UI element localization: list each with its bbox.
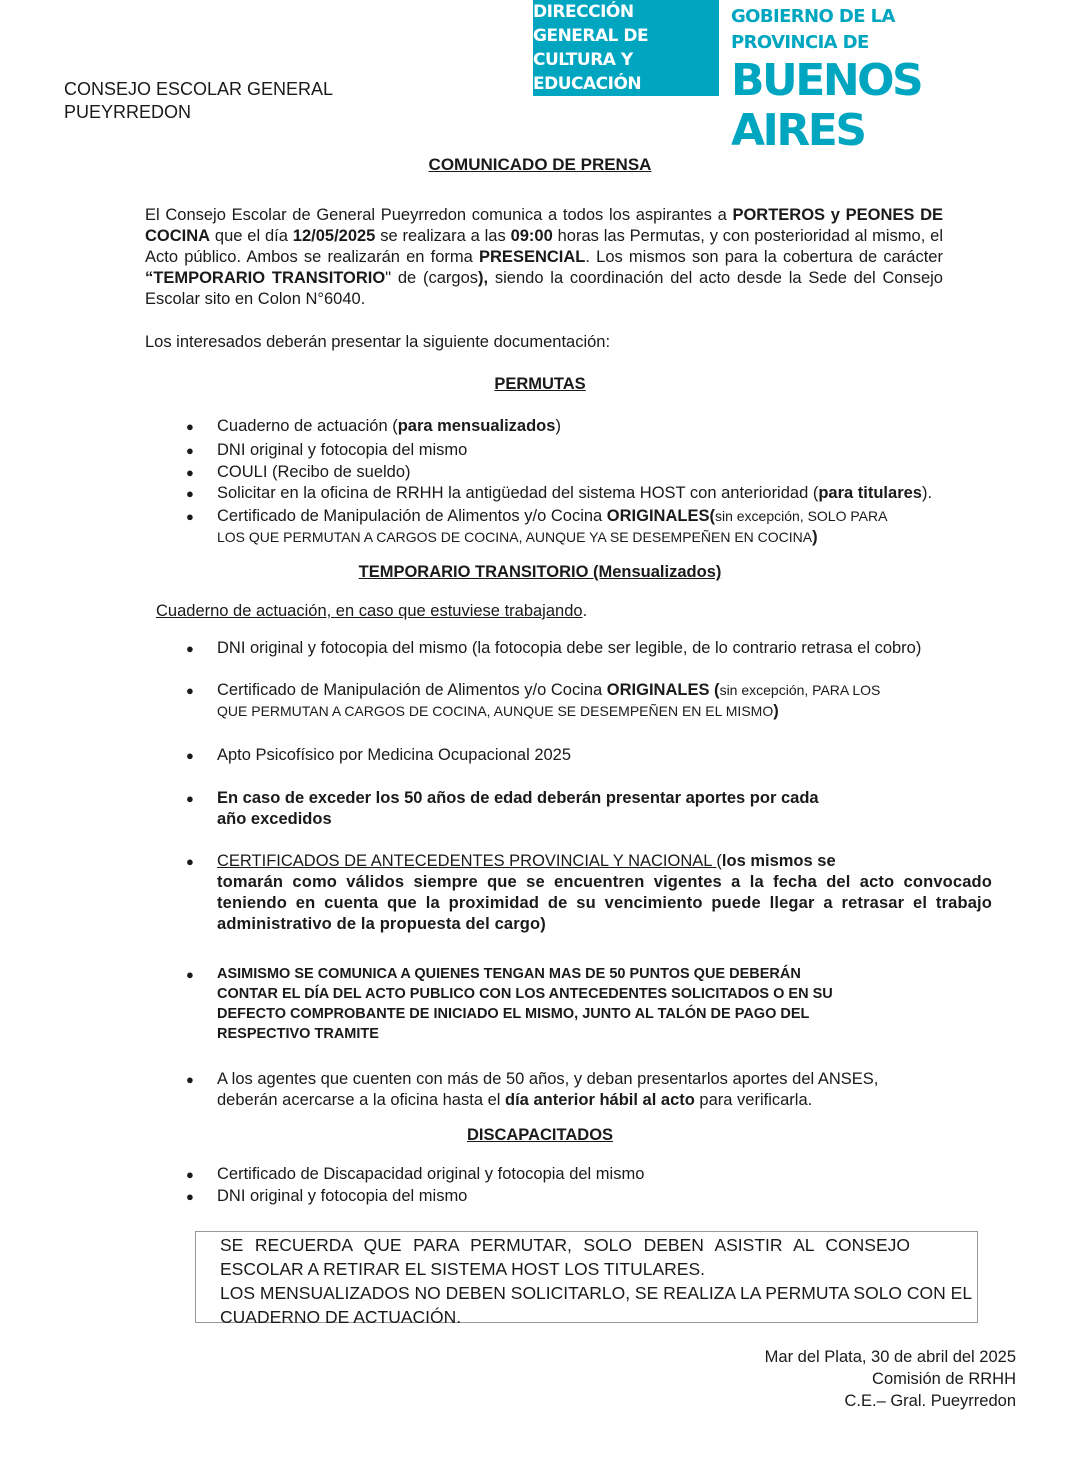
- item-text: DNI original y fotocopia del mismo (la fotocopia debe ser legible, de lo contrario retrasa el cobro): [217, 639, 922, 657]
- issuing-organization: [64, 78, 333, 124]
- item-text: DNI original y fotocopia del mismo: [217, 441, 468, 459]
- bullet-icon: ●: [186, 1167, 194, 1182]
- notice-line-1: SE RECUERDA QUE PARA PERMUTAR, SOLO DEBEN ASISTIR AL CONSEJO: [220, 1235, 910, 1255]
- gov-line-1: GOBIERNO DE LA PROVINCIA DE: [731, 6, 895, 53]
- bullet-icon: ●: [186, 641, 194, 656]
- bullet-icon: ●: [186, 854, 194, 869]
- org-line-1: CONSEJO ESCOLAR GENERAL: [64, 79, 334, 99]
- item-text: ): [555, 417, 561, 435]
- item-bold: tomarán como válidos siempre que se encuentren vigentes a la fecha del acto convocado teniendo en cuenta que la proximidad de su vencimiento puede llegar a retrasar el trabajo administrativo de la propuesta del cargo): [217, 873, 992, 933]
- bullet-icon: ●: [186, 683, 194, 698]
- item-text: sin excepción,: [719, 682, 813, 698]
- temporario-intro: [156, 601, 954, 622]
- section-heading-temporario: TEMPORARIO TRANSITORIO (Mensualizados): [358, 563, 722, 581]
- intro-bold: ),: [478, 269, 489, 287]
- bullet-icon: ●: [186, 465, 194, 480]
- notice-line-3: [220, 1281, 977, 1305]
- notice-text: NO DEBEN SOLICITARLO, SE REALIZA LA PERMUTA SOLO CON EL: [414, 1283, 973, 1303]
- item-bold: ORIGINALES (: [606, 681, 720, 699]
- section-heading-permutas: PERMUTAS: [494, 375, 586, 393]
- document-title: COMUNICADO DE PRENSA: [428, 155, 652, 174]
- intro-text: que el día: [210, 227, 293, 245]
- notice-line-2: [220, 1257, 977, 1281]
- item-text: SOLO PARA: [807, 508, 888, 524]
- item-text: del mismo: [387, 1187, 468, 1205]
- item-text: LOS QUE PERMUTAN A CARGOS DE COCINA, AUNQUE YA SE DESEMPEÑEN EN COCINA: [217, 529, 813, 545]
- bullet-icon: ●: [186, 748, 194, 763]
- item-bold: los mismos se: [721, 852, 836, 870]
- intro-text: siendo la coordinación del acto desde la Sede del Consejo Escolar sito en Colon N°6040.: [145, 269, 943, 308]
- bullet-icon: ●: [186, 509, 194, 524]
- intro-text: horas las Permutas, y con posterioridad al mismo, el Acto público. Ambos se realizarán en forma: [145, 227, 943, 266]
- signature-dept: Comisión de RRHH: [872, 1370, 1016, 1388]
- item-bold: RESPECTIVO TRAMITE: [217, 1026, 379, 1042]
- item-bold: ASIMISMO SE COMUNICA A QUIENES TENGAN MAS DE 50 PUNTOS QUE DEBERÁN: [217, 966, 801, 982]
- item-text: para verificarla.: [694, 1091, 813, 1109]
- item-text: Cuaderno de actuación, en caso que estuviese trabajando: [156, 602, 583, 620]
- item-text: ).: [921, 484, 933, 502]
- dgce-logo: [533, 0, 719, 96]
- item-text: CERTIFICADOS DE ANTECEDENTES PROVINCIAL Y NACIONAL: [217, 852, 717, 870]
- bullet-icon: ●: [186, 967, 194, 982]
- item-bold: año excedidos: [217, 810, 332, 828]
- item-text: Cuaderno de actuación (: [217, 417, 398, 435]
- intro-text: se realizara a las: [375, 227, 511, 245]
- notice-text: TITULARES.: [603, 1259, 705, 1279]
- intro-text: El Consejo Escolar de General Pueyrredon comunica a todos los aspirantes a: [145, 206, 733, 224]
- item-text: PARA LOS: [812, 682, 881, 698]
- item-text: Certificado de Discapacidad original y fotocopia del mismo: [217, 1165, 645, 1183]
- section-heading-discapacitados: DISCAPACITADOS: [466, 1126, 614, 1144]
- logo-line-1: DIRECCIÓN GENERAL DE: [533, 2, 649, 46]
- signature-org: C.E.– Gral. Pueyrredon: [844, 1392, 1016, 1410]
- logo-line-2: CULTURA Y EDUCACIÓN: [533, 50, 642, 94]
- item-text: COULI (Recibo de sueldo): [217, 463, 411, 481]
- government-logo: [731, 4, 951, 156]
- bullet-icon: ●: [186, 419, 194, 434]
- intro-text: . Los mismos son para la cobertura de carácter: [585, 248, 943, 266]
- reminder-notice-box: [195, 1231, 978, 1327]
- bullet-icon: ●: [186, 486, 194, 501]
- item-text: DNI original y: [217, 1187, 321, 1205]
- bullet-icon: ●: [186, 791, 194, 806]
- intro-text: " de (cargos: [385, 269, 479, 287]
- item-bold: ORIGINALES(: [606, 507, 715, 525]
- item-bold: para titulares: [818, 484, 922, 502]
- intro-date: 12/05/2025: [292, 227, 376, 245]
- notice-text: ESCOLAR A RETIRAR EL SISTEMA HOST LOS: [220, 1259, 604, 1279]
- item-bold: ): [773, 702, 779, 720]
- intro-bold: PRESENCIAL: [479, 248, 586, 266]
- intro-time: 09:00: [510, 227, 553, 245]
- item-text: QUE PERMUTAN A CARGOS DE COCINA, AUNQUE SE DESEMPEÑEN EN EL MISMO: [217, 703, 774, 719]
- docs-intro: Los interesados deberán presentar la siguiente documentación:: [145, 333, 611, 351]
- item-text: deberán acercarse a la oficina hasta el: [217, 1091, 506, 1109]
- signature-date: Mar del Plata, 30 de abril del 2025: [764, 1348, 1016, 1366]
- item-bold: En caso de exceder los 50 años de edad deberán presentar aportes por cada: [217, 789, 819, 807]
- notice-line-4: CUADERNO DE ACTUACIÓN.: [220, 1307, 462, 1327]
- bullet-icon: ●: [186, 443, 194, 458]
- signature-block: [765, 1346, 1016, 1412]
- item-bold: día anterior hábil al acto: [505, 1091, 695, 1109]
- item-text: Apto Psicofísico por Medicina Ocupacional 2025: [217, 746, 572, 764]
- item-bold: CONTAR EL DÍA DEL ACTO PUBLICO CON LOS ANTECEDENTES SOLICITADOS O EN SU: [217, 986, 833, 1002]
- item-text: A los agentes que cuenten con más de 50 años, y deban presentarlos aportes del ANSES,: [217, 1070, 879, 1088]
- item-bold: ): [812, 528, 818, 546]
- org-line-2: PUEYRREDON: [64, 102, 192, 122]
- intro-bold: PORTEROS y PEONES DE COCINA: [145, 206, 943, 245]
- item-text: fotocopia: [320, 1187, 388, 1205]
- item-text: Certificado de Manipulación de Alimentos y/o Cocina: [217, 681, 607, 699]
- item-bold: DEFECTO COMPROBANTE DE INICIADO EL MISMO, JUNTO AL TALÓN DE PAGO DEL: [217, 1006, 810, 1022]
- item-bold: para mensualizados: [397, 417, 556, 435]
- bullet-icon: ●: [186, 1072, 194, 1087]
- item-text: .: [582, 602, 588, 620]
- gov-line-2: BUENOS AIRES: [731, 55, 922, 156]
- notice-text: LOS MENSUALIZADOS: [220, 1283, 415, 1303]
- intro-bold: “TEMPORARIO TRANSITORIO: [145, 269, 386, 287]
- item-text: Certificado de Manipulación de Alimentos y/o Cocina: [217, 507, 607, 525]
- item-text: Solicitar en la oficina de RRHH la antigüedad del sistema HOST con anterioridad (: [217, 484, 819, 502]
- item-text: sin excepción,: [714, 508, 808, 524]
- bullet-icon: ●: [186, 1189, 194, 1204]
- item-text: (: [716, 852, 722, 870]
- intro-paragraph: [145, 205, 943, 310]
